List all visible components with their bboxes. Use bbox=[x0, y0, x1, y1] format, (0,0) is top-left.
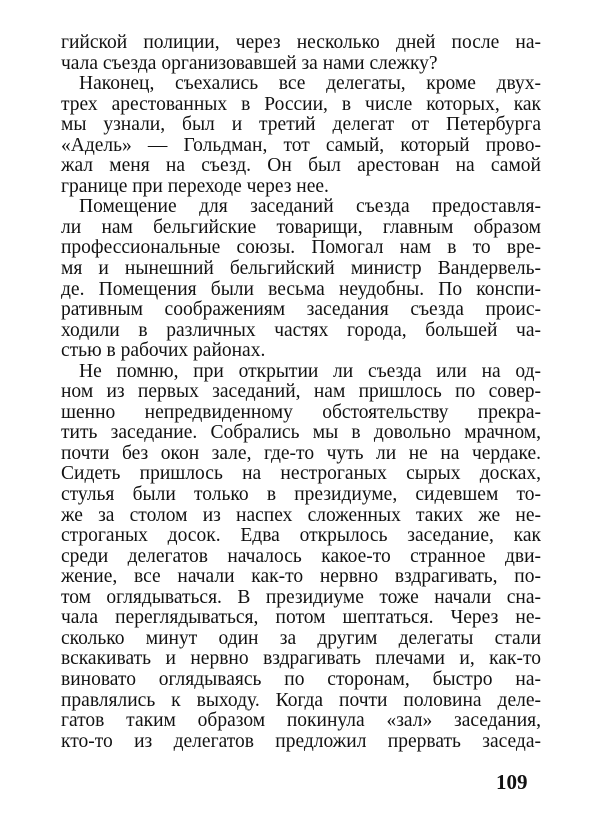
text-line: сколько минут один за другим делегаты стали bbox=[61, 627, 541, 649]
text-line: том оглядываться. В президиуме тоже начали сна- bbox=[61, 586, 541, 608]
text-line: вскакивать и нервно вздрагивать плечами и, как-то bbox=[61, 648, 541, 670]
text-line: границе при переходе через нее. bbox=[61, 175, 329, 197]
text-line: гатов таким образом покинула «зал» заседания, bbox=[61, 710, 541, 732]
text-line: мя и нынешний бельгийский министр Вандервель- bbox=[61, 258, 541, 280]
text-line: почти без окон зале, где-то чуть ли не на чердаке. bbox=[61, 442, 541, 464]
text-line: трех арестованных в России, в числе которых, как bbox=[61, 93, 541, 115]
text-line: ходили в различных частях города, большей ча- bbox=[61, 319, 541, 341]
paragraph bbox=[61, 197, 541, 361]
text-line: среди делегатов началось какое-то странное дви- bbox=[61, 545, 541, 567]
text-line: же за столом из наспех сложенных таких же не- bbox=[61, 504, 541, 526]
text-line: кто-то из делегатов предложил прервать заседа- bbox=[61, 730, 541, 752]
text-line: Помещение для заседаний съезда предоставля- bbox=[79, 196, 541, 218]
text-line: чала съезда организовавшей за нами слежку? bbox=[61, 52, 438, 74]
text-line: стью в рабочих районах. bbox=[61, 340, 266, 362]
paragraph bbox=[61, 33, 541, 74]
text-line: мы узнали, был и третий делегат от Петербурга bbox=[61, 114, 541, 136]
text-line: ративным соображениям заседания съезда проис- bbox=[61, 299, 541, 321]
text-line: Не помню, при открытии ли съезда или на од- bbox=[79, 360, 541, 382]
paragraph bbox=[61, 74, 541, 197]
text-line: стулья были только в президиуме, сидевшем то- bbox=[61, 484, 541, 506]
paragraph bbox=[61, 362, 541, 752]
text-line: шенно непредвиденному обстоятельству прекра- bbox=[61, 401, 541, 423]
text-line: де. Помещения были весьма неудобны. По конспи- bbox=[61, 278, 541, 300]
text-line: чала переглядываться, потом шептаться. Через не- bbox=[61, 607, 541, 629]
text-line: «Адель» — Гольдман, тот самый, который прово- bbox=[61, 134, 541, 156]
text-line: строганых досок. Едва открылось заседание, как bbox=[61, 525, 541, 547]
text-line: правлялись к выходу. Когда почти половина деле- bbox=[61, 689, 541, 711]
text-line: жал меня на съезд. Он был арестован на самой bbox=[61, 155, 541, 177]
text-line: ном из первых заседаний, нам пришлось по совер- bbox=[61, 381, 541, 403]
page-body bbox=[61, 33, 541, 752]
text-line: тить заседание. Собрались мы в довольно мрачном, bbox=[61, 422, 541, 444]
page-number: 109 bbox=[496, 770, 528, 794]
text-line: виновато оглядываясь по сторонам, быстро на- bbox=[61, 668, 541, 690]
text-line: жение, все начали как-то нервно вздрагивать, по- bbox=[61, 566, 541, 588]
text-line: Наконец, съехались все делегаты, кроме двух- bbox=[79, 73, 541, 95]
text-line: ли нам бельгийские товарищи, главным образом bbox=[61, 216, 541, 238]
text-line: Сидеть пришлось на нестроганых сырых досках, bbox=[61, 463, 541, 485]
text-line: гийской полиции, через несколько дней после на- bbox=[61, 32, 541, 53]
text-line: профессиональные союзы. Помогал нам в то вре- bbox=[61, 237, 541, 259]
